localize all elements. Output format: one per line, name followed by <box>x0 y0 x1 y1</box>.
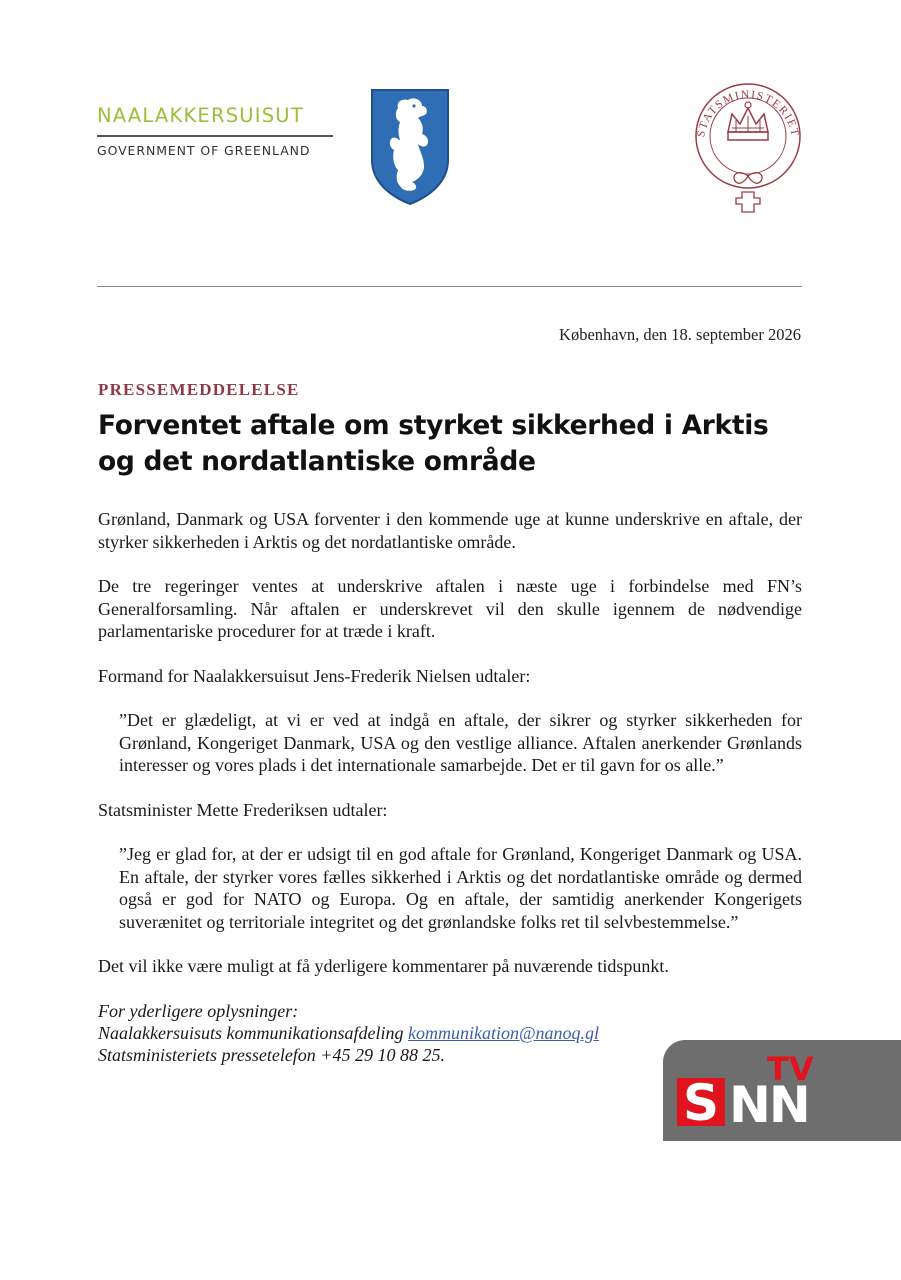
headline-line-2: og det nordatlantiske område <box>98 446 536 477</box>
snn-s-letter: S <box>682 1074 720 1132</box>
headline-line-1: Forventet aftale om styrket sikkerhed i Arktis <box>98 410 769 441</box>
government-of-greenland-logo <box>97 104 337 158</box>
seal-text: STATSMINISTERIET <box>695 88 801 139</box>
header-divider <box>97 286 802 287</box>
snn-nn-letters: NN <box>729 1076 809 1134</box>
email-link[interactable]: kommunikation@nanoq.gl <box>407 1022 600 1043</box>
paragraph: Grønland, Danmark og USA forventer i den kommende uge at kunne underskrive en aftale, der styrker sikkerheden i Arktis og det nordatlantiske område. <box>98 509 802 552</box>
quote-attribution: Statsminister Mette Frederiksen udtaler: <box>98 799 388 820</box>
release-body <box>98 380 802 1066</box>
gov-name: NAALAKKERSUISUT <box>97 104 304 127</box>
snn-tv-watermark-logo <box>663 1040 901 1141</box>
quote-block: ”Det er glædeligt, at vi er ved at indgå en aftale, der sikrer og styrker sikkerheden for Grønland, Kongeriget Danmark, USA og den vestlige alliance. Aftalen anerkender Grønlands interesser og vores plads i det internationale samarbejde. Det er til gavn for os alle.” <box>119 710 802 775</box>
contact-phone: Statsministeriets pressetelefon +45 29 10 88 25. <box>98 1044 445 1065</box>
dateline: København, den 18. september 2026 <box>559 325 801 344</box>
paragraph: De tre regeringer ventes at underskrive aftalen i næste uge i forbindelse med FN’s Generalforsamling. Når aftalen er underskrevet vil den skulle igennem de nødvendige parlamentariske procedurer for at træde i kraft. <box>98 576 802 641</box>
contact-department: Naalakkersuisuts kommunikationsafdeling <box>98 1022 408 1043</box>
contact-heading: For yderligere oplysninger: <box>98 1000 299 1021</box>
royal-crown-seal-icon <box>692 80 804 214</box>
quote-block: ”Jeg er glad for, at der er udsigt til en god aftale for Grønland, Kongeriget Danmark og USA. En aftale, der styrker vores fælles sikkerhed i Arktis og det nordatlantiske område og dermed også er god for NATO og Europa. Og en aftale, der samtidig anerkender Kongerigets suverænitet og territoriale integritet og det grønlandske folks ret til selvbestemmelse.” <box>119 844 802 932</box>
headline <box>98 408 802 480</box>
snn-tv-letters: TV <box>767 1050 814 1088</box>
quote-attribution: Formand for Naalakkersuisut Jens-Frederik Nielsen udtaler: <box>98 665 531 686</box>
gov-logo-divider <box>97 135 333 137</box>
greenland-polar-bear-crest-icon <box>368 86 452 206</box>
gov-subtitle: GOVERNMENT OF GREENLAND <box>97 143 311 158</box>
paragraph: Det vil ikke være muligt at få yderligere kommentarer på nuværende tidspunkt. <box>98 956 669 976</box>
kicker-label: PRESSEMEDDELELSE <box>98 380 300 399</box>
